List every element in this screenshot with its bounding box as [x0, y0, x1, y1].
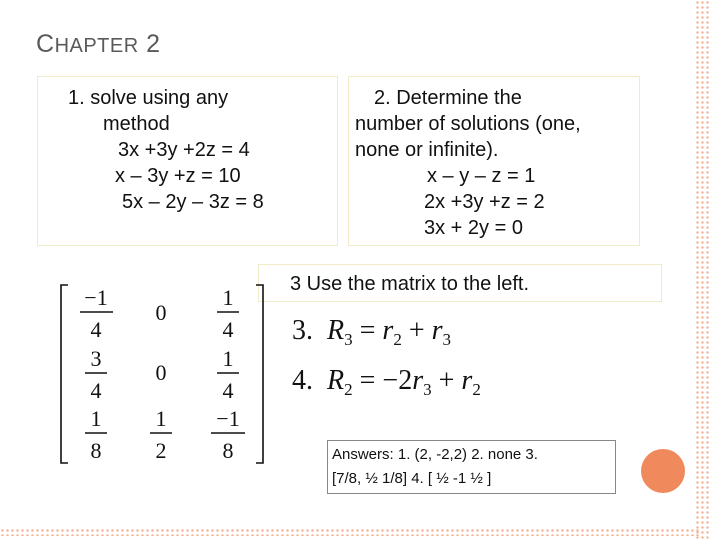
matrix-cell	[217, 285, 239, 342]
decorative-dots-right	[695, 0, 709, 540]
matrix-cell	[211, 406, 245, 463]
matrix-numerator: 3	[90, 346, 102, 371]
matrix	[58, 280, 268, 470]
matrix-numerator: −1	[216, 406, 240, 431]
problem-1-line: method	[103, 113, 170, 135]
matrix-denominator: 4	[90, 378, 102, 403]
matrix-cell	[85, 346, 107, 403]
matrix-numerator: 1	[155, 406, 167, 431]
problem-2-heading: 2. Determine the	[374, 87, 522, 109]
matrix-numerator: −1	[84, 285, 108, 310]
matrix-cell	[80, 285, 113, 342]
slide-title: CHAPTER 2	[36, 30, 161, 58]
matrix-value: 0	[155, 360, 167, 385]
problem-2-equation: x – y – z = 1	[427, 165, 536, 187]
matrix-denominator: 8	[90, 438, 102, 463]
matrix-denominator: 4	[222, 317, 234, 342]
problem-2-line: number of solutions (one,	[355, 113, 581, 135]
row-operation-4: 4. $R_2 = -2r_3 + r_2$	[292, 365, 481, 399]
answers-line-1: Answers: 1. (2, -2,2) 2. none 3.	[332, 446, 538, 463]
matrix-value: 0	[155, 300, 167, 325]
problem-2-line: none or infinite).	[355, 139, 499, 161]
matrix-left-bracket	[61, 285, 68, 463]
answers-box	[327, 440, 616, 494]
matrix-right-bracket	[256, 285, 263, 463]
matrix-numerator: 1	[90, 406, 102, 431]
problem-2-equation: 3x + 2y = 0	[424, 217, 523, 239]
decorative-dots-bottom	[0, 528, 700, 536]
answers-line-2: [7/8, ½ 1/8] 4. [ ½ -1 ½ ]	[332, 470, 492, 487]
problem-2-equation: 2x +3y +z = 2	[424, 191, 545, 213]
row-operation-3: 3. $R_3 = r_2 + r_3$	[292, 315, 452, 349]
matrix-denominator: 4	[222, 378, 234, 403]
matrix-cell	[217, 346, 239, 403]
problem-3-text: 3 Use the matrix to the left.	[290, 273, 529, 295]
matrix-cell	[85, 406, 107, 463]
matrix-cell	[150, 406, 172, 463]
decorative-orange-circle	[641, 449, 685, 493]
matrix-denominator: 4	[90, 317, 102, 342]
matrix-numerator: 1	[222, 346, 234, 371]
matrix-denominator: 2	[155, 438, 167, 463]
matrix-denominator: 8	[222, 438, 234, 463]
problem-1-heading: 1. solve using any	[68, 87, 229, 109]
problem-1-equation: x – 3y +z = 10	[115, 165, 241, 187]
problem-1-equation: 3x +3y +2z = 4	[118, 139, 250, 161]
problem-1-equation: 5x – 2y – 3z = 8	[122, 191, 264, 213]
matrix-numerator: 1	[222, 285, 234, 310]
